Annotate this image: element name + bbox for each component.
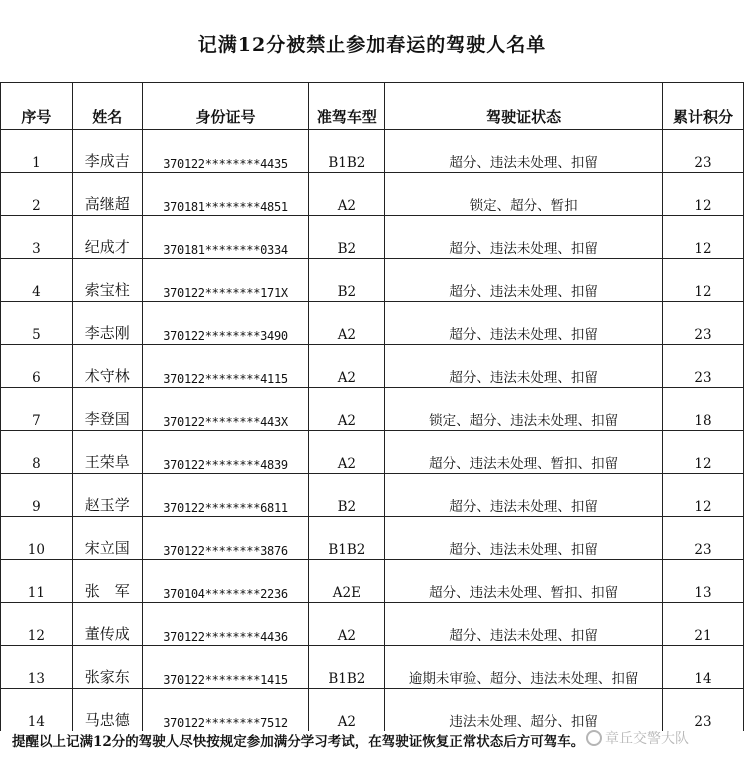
- cell-license-status: 锁定、超分、违法未处理、扣留: [385, 388, 663, 431]
- cell-license-class: A2: [309, 603, 385, 646]
- cell-license-status: 超分、违法未处理、扣留: [385, 216, 663, 259]
- cell-license-class: B2: [309, 259, 385, 302]
- cell-id-number: 370122********4115: [142, 345, 309, 388]
- table-row: [1, 345, 744, 388]
- cell-license-class: B2: [309, 474, 385, 517]
- cell-license-class: B2: [309, 216, 385, 259]
- cell-license-status: 超分、违法未处理、暂扣、扣留: [385, 560, 663, 603]
- cell-license-status: 超分、违法未处理、扣留: [385, 517, 663, 560]
- cell-id-number: 370122********3876: [142, 517, 309, 560]
- cell-id-number: 370181********0334: [142, 216, 309, 259]
- cell-index: 5: [1, 302, 73, 345]
- cell-license-status: 超分、违法未处理、扣留: [385, 302, 663, 345]
- cell-license-class: A2: [309, 431, 385, 474]
- driver-list-table: [0, 82, 744, 731]
- cell-id-number: 370122********1415: [142, 646, 309, 689]
- cell-points: 23: [663, 130, 744, 173]
- cell-id-number: 370122********4435: [142, 130, 309, 173]
- cell-name: 宋立国: [72, 517, 142, 560]
- header-index: 序号: [1, 83, 73, 130]
- cell-index: 2: [1, 173, 73, 216]
- cell-license-class: B1B2: [309, 517, 385, 560]
- table-row: [1, 603, 744, 646]
- cell-id-number: 370104********2236: [142, 560, 309, 603]
- table-row: [1, 689, 744, 732]
- cell-index: 4: [1, 259, 73, 302]
- cell-name: 马忠德: [72, 689, 142, 732]
- cell-license-class: A2: [309, 689, 385, 732]
- cell-name: 王荣阜: [72, 431, 142, 474]
- cell-points: 18: [663, 388, 744, 431]
- cell-license-status: 逾期未审验、超分、违法未处理、扣留: [385, 646, 663, 689]
- table-row: [1, 646, 744, 689]
- cell-license-class: A2: [309, 302, 385, 345]
- cell-id-number: 370122********4436: [142, 603, 309, 646]
- cell-license-class: A2: [309, 388, 385, 431]
- table-row: [1, 474, 744, 517]
- cell-index: 1: [1, 130, 73, 173]
- cell-index: 11: [1, 560, 73, 603]
- header-points: 累计积分: [663, 83, 744, 130]
- table-row: [1, 216, 744, 259]
- cell-name: 李登国: [72, 388, 142, 431]
- cell-index: 9: [1, 474, 73, 517]
- cell-name: 张家东: [72, 646, 142, 689]
- cell-name: 纪成才: [72, 216, 142, 259]
- header-name: 姓名: [72, 83, 142, 130]
- cell-points: 12: [663, 216, 744, 259]
- table-row: [1, 259, 744, 302]
- cell-license-status: 锁定、超分、暂扣: [385, 173, 663, 216]
- header-license-status: 驾驶证状态: [385, 83, 663, 130]
- table-row: [1, 517, 744, 560]
- cell-license-status: 超分、违法未处理、扣留: [385, 345, 663, 388]
- wechat-icon: [586, 730, 602, 746]
- cell-license-status: 超分、违法未处理、扣留: [385, 259, 663, 302]
- cell-points: 23: [663, 517, 744, 560]
- cell-id-number: 370181********4851: [142, 173, 309, 216]
- cell-license-status: 超分、违法未处理、扣留: [385, 603, 663, 646]
- cell-name: 李志刚: [72, 302, 142, 345]
- cell-points: 12: [663, 173, 744, 216]
- header-license-class: 准驾车型: [309, 83, 385, 130]
- cell-name: 索宝柱: [72, 259, 142, 302]
- cell-id-number: 370122********443X: [142, 388, 309, 431]
- table-row: [1, 302, 744, 345]
- cell-points: 13: [663, 560, 744, 603]
- cell-id-number: 370122********4839: [142, 431, 309, 474]
- cell-id-number: 370122********7512: [142, 689, 309, 732]
- cell-license-class: A2: [309, 345, 385, 388]
- cell-name: 赵玉学: [72, 474, 142, 517]
- cell-name: 高继超: [72, 173, 142, 216]
- cell-license-class: A2: [309, 173, 385, 216]
- cell-points: 21: [663, 603, 744, 646]
- watermark: [586, 728, 689, 748]
- cell-name: 李成吉: [72, 130, 142, 173]
- table-row: [1, 388, 744, 431]
- cell-points: 12: [663, 431, 744, 474]
- cell-id-number: 370122********171X: [142, 259, 309, 302]
- cell-id-number: 370122********3490: [142, 302, 309, 345]
- cell-license-class: A2E: [309, 560, 385, 603]
- cell-index: 6: [1, 345, 73, 388]
- cell-index: 3: [1, 216, 73, 259]
- cell-points: 23: [663, 302, 744, 345]
- table-row: [1, 560, 744, 603]
- cell-license-status: 违法未处理、超分、扣留: [385, 689, 663, 732]
- cell-index: 13: [1, 646, 73, 689]
- cell-points: 12: [663, 474, 744, 517]
- cell-license-status: 超分、违法未处理、暂扣、扣留: [385, 431, 663, 474]
- cell-points: 12: [663, 259, 744, 302]
- cell-license-status: 超分、违法未处理、扣留: [385, 130, 663, 173]
- watermark-text: 章丘交警大队: [605, 731, 689, 747]
- table-header-row: [1, 83, 744, 130]
- cell-index: 14: [1, 689, 73, 732]
- cell-id-number: 370122********6811: [142, 474, 309, 517]
- cell-points: 23: [663, 689, 744, 732]
- cell-name: 张 军: [72, 560, 142, 603]
- cell-index: 8: [1, 431, 73, 474]
- cell-points: 23: [663, 345, 744, 388]
- cell-license-class: B1B2: [309, 646, 385, 689]
- cell-name: 术守林: [72, 345, 142, 388]
- cell-license-class: B1B2: [309, 130, 385, 173]
- cell-points: 14: [663, 646, 744, 689]
- table-row: [1, 173, 744, 216]
- table-row: [1, 130, 744, 173]
- reminder-note: 提醒以上记满12分的驾驶人尽快按规定参加满分学习考试，在驾驶证恢复正常状态后方可驾车。: [12, 734, 585, 750]
- cell-license-status: 超分、违法未处理、扣留: [385, 474, 663, 517]
- cell-name: 董传成: [72, 603, 142, 646]
- cell-index: 12: [1, 603, 73, 646]
- cell-index: 10: [1, 517, 73, 560]
- cell-index: 7: [1, 388, 73, 431]
- table-row: [1, 431, 744, 474]
- header-id-number: 身份证号: [142, 83, 309, 130]
- page-title: 记满12分被禁止参加春运的驾驶人名单: [197, 34, 547, 56]
